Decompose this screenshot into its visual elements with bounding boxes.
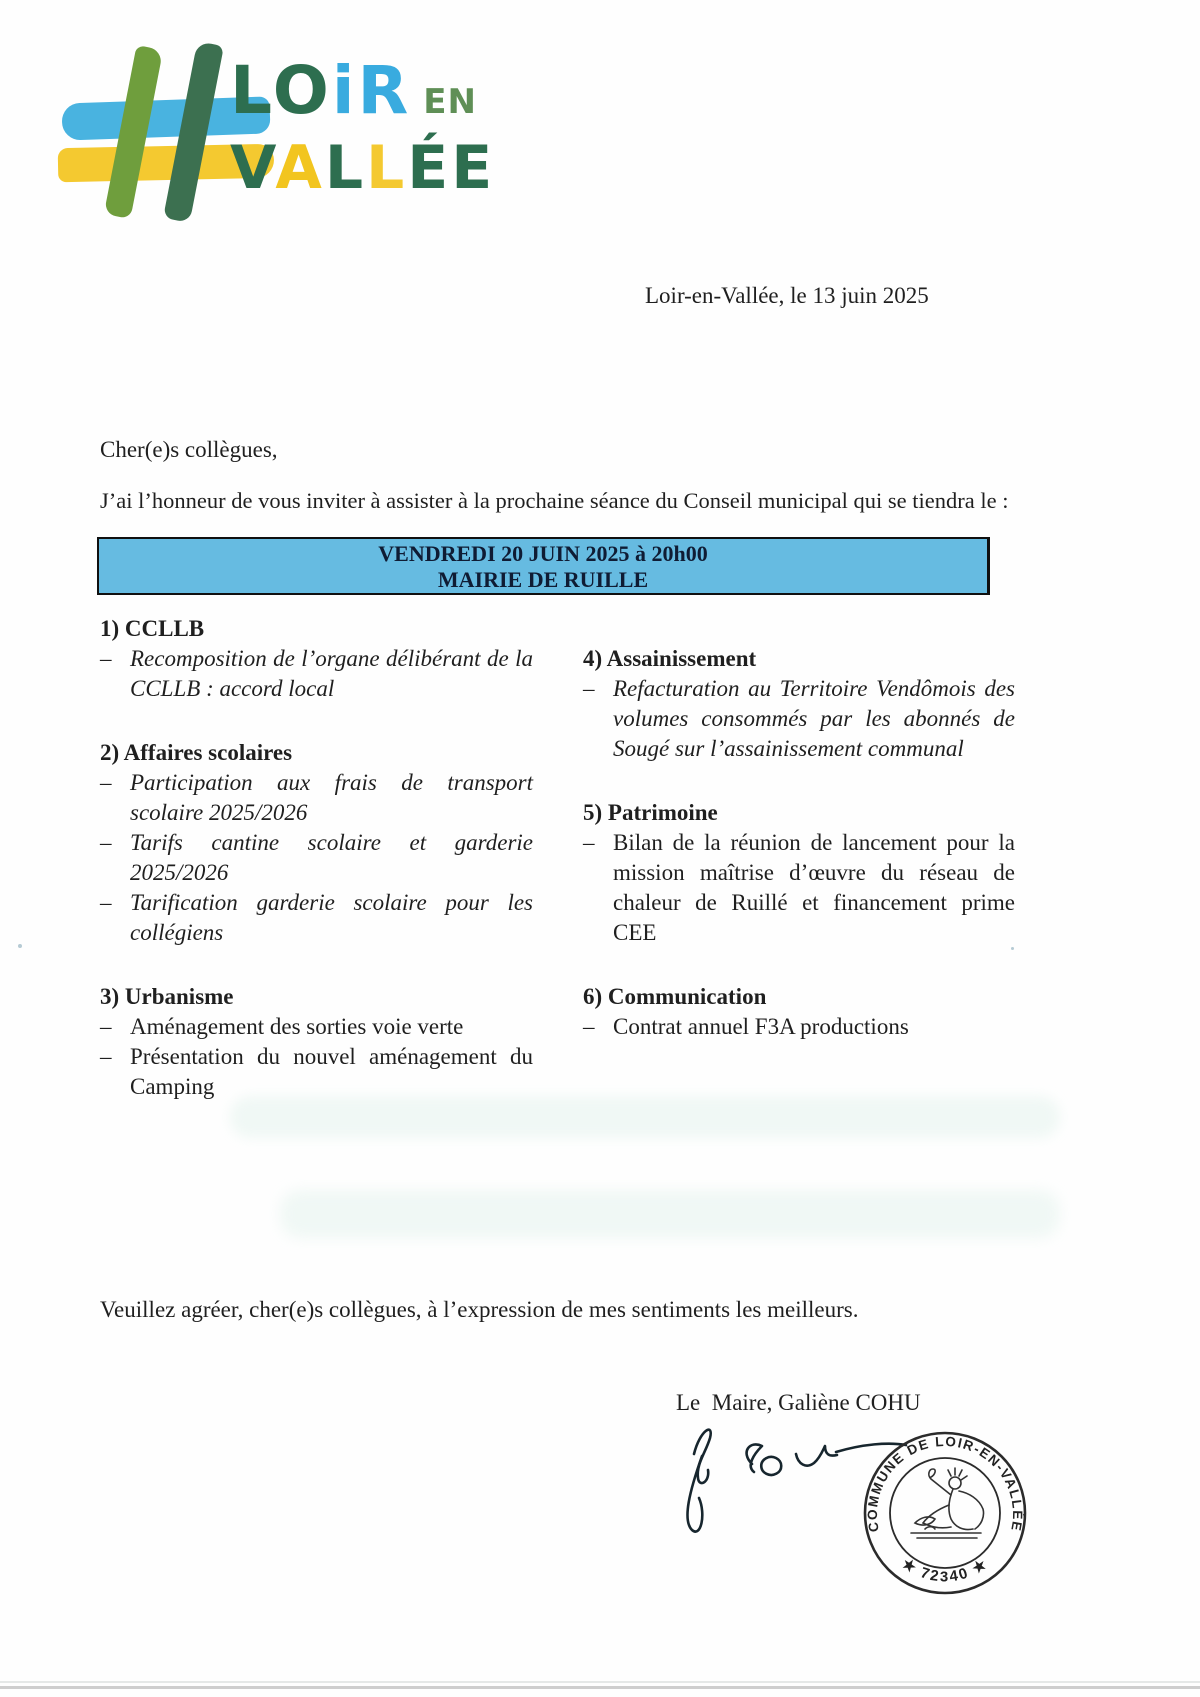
meeting-banner-date: VENDREDI 20 JUIN 2025 à 20h00 [378,541,708,566]
agenda-column-left [100,614,535,1102]
logo-text-en: EN [423,82,477,122]
logo-letter: R [357,52,412,129]
agenda-item-dash: – [100,770,112,795]
scan-artifact-band [280,1190,1060,1238]
agenda-item-text: Participation aux frais de transport scolaire 2025/2026 [130,770,533,825]
signoff-mayor: Le Maire, Galiène COHU [676,1390,921,1415]
logo-letter: É [407,133,452,203]
scan-speck [18,944,22,948]
logo-letter: O [272,52,332,129]
meeting-banner-place: MAIRIE DE RUILLE [437,567,649,592]
agenda-item [100,644,535,704]
loir-en-vallee-logo [58,40,496,240]
logo-text-line1 [230,52,477,129]
agenda-section-title: 4) Assainissement [583,646,757,671]
intro-sentence: J’ai l’honneur de vous inviter à assister à la prochaine séance du Conseil municipal qui se tiendra le : [100,488,1009,513]
hashtag-icon [58,40,233,235]
agenda-item-dash: – [100,646,112,671]
scan-bottom-edge [0,1686,1200,1689]
agenda-item-text: Tarification garderie scolaire pour les collégiens [130,890,533,945]
commune-stamp [858,1426,1032,1600]
logo-letter: L [366,133,408,203]
agenda-section-title: 2) Affaires scolaires [100,740,293,765]
logo-letter: L [324,133,367,203]
agenda-item-dash: – [100,1044,112,1069]
agenda-section-title: 6) Communication [583,984,767,1009]
stamp-ring-text-bottom: ★ 72340 ★ [898,1554,992,1586]
agenda-item [100,828,535,888]
agenda-item-dash: – [583,830,595,855]
agenda-item-dash: – [100,890,112,915]
meeting-banner [97,537,990,595]
svg-text:COMMUNE DE LOIR-EN-VALLÉE [865,1434,1025,1533]
agenda-item [583,674,1015,764]
agenda-item-text: Bilan de la réunion de lancement pour la mission maîtrise d’œuvre du réseau de chaleur de Ruillé et financement prime CEE [613,830,1015,945]
logo-letter: i [331,52,358,129]
agenda-section-title: 1) CCLLB [100,616,205,641]
agenda-item-dash: – [100,1014,112,1039]
agenda-item [100,1042,535,1102]
agenda-item-text: Refacturation au Territoire Vendômois des volumes consommés par les abonnés de Sougé sur l’assainissement communal [613,676,1015,761]
agenda-item [100,1012,535,1042]
stamp-ring-text-top: COMMUNE DE LOIR-EN-VALLÉE [864,1433,1026,1534]
agenda-item [583,828,1015,948]
logo-letter: L [230,52,273,129]
logo-letter: A [275,133,325,203]
svg-text:★ 72340 ★ [899,1555,992,1586]
agenda-item-text: Tarifs cantine scolaire et garderie 2025/2026 [130,830,533,885]
agenda-column-right [583,614,1015,1042]
closing-sentence: Veuillez agréer, cher(e)s collègues, à l’expression de mes sentiments les meilleurs. [100,1297,859,1322]
agenda-item-text: Présentation du nouvel aménagement du Camping [130,1044,533,1099]
stamp-figure-icon [911,1468,984,1538]
logo-letter: V [230,133,276,203]
salutation: Cher(e)s collègues, [100,437,278,462]
agenda-item-text: Recomposition de l’organe délibérant de la CCLLB : accord local [130,646,533,701]
agenda-item-dash: – [100,830,112,855]
agenda-item [100,768,535,828]
dateline: Loir-en-Vallée, le 13 juin 2025 [645,283,929,308]
logo-text-line2 [230,133,496,203]
scan-artifact-band [230,1096,1060,1138]
agenda-item-dash: – [583,676,595,701]
scan-bottom-edge [0,1681,1200,1683]
agenda-section-title: 5) Patrimoine [583,800,718,825]
agenda-item-dash: – [583,1014,595,1039]
agenda-item-text: Aménagement des sorties voie verte [130,1014,464,1039]
agenda-section-title: 3) Urbanisme [100,984,234,1009]
logo-letter: E [451,133,496,203]
agenda-item [100,888,535,948]
agenda-item [583,1012,1015,1042]
agenda-item-text: Contrat annuel F3A productions [613,1014,909,1039]
